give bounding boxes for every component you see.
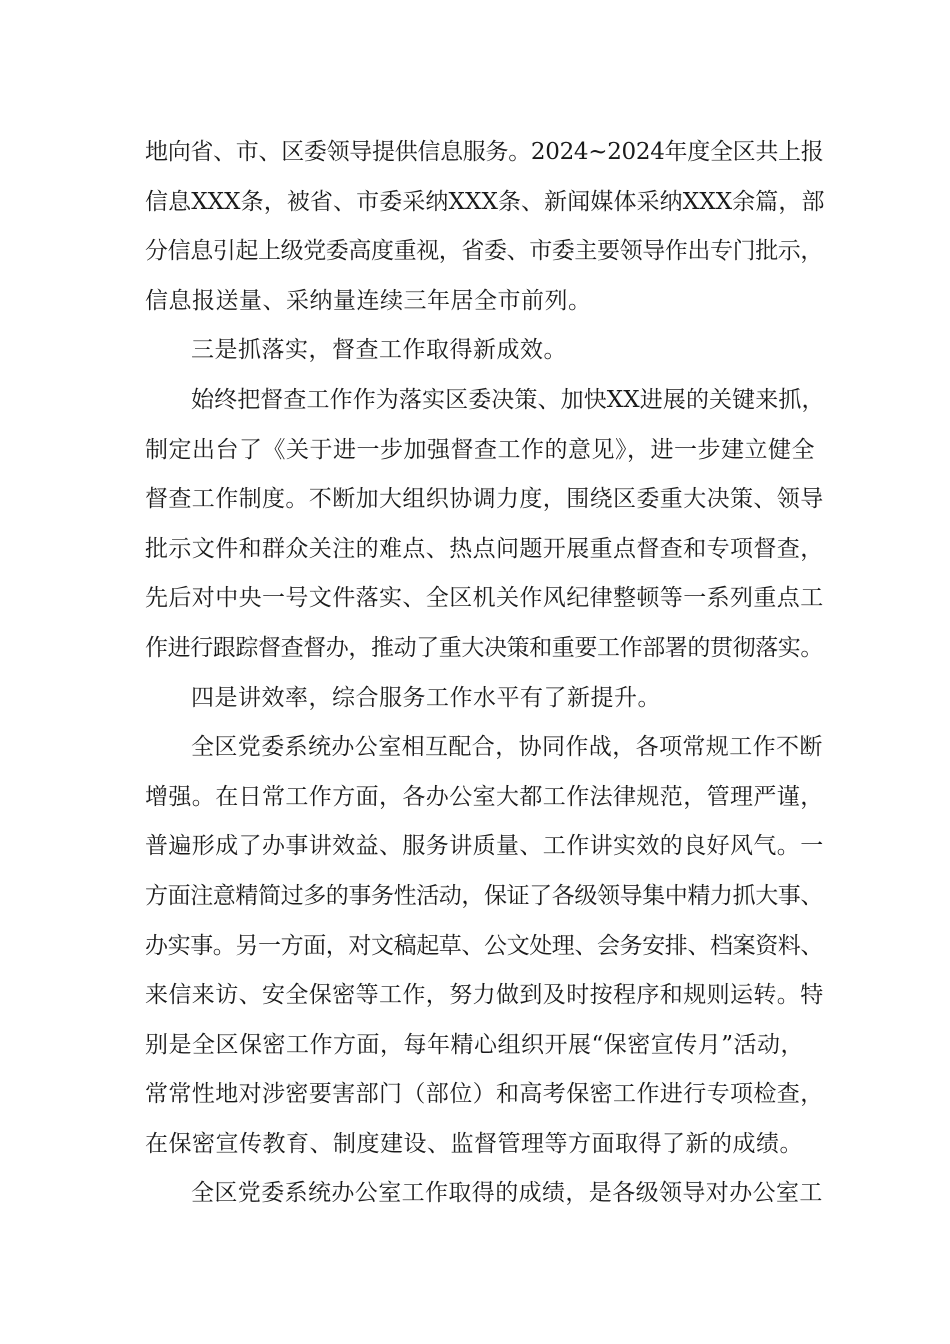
text-line: 来信来访、安全保密等工作，努力做到及时按程序和规则运转。特 <box>145 982 824 1009</box>
text-line: 常常性地对涉密要害部门（部位）和高考保密工作进行专项检查， <box>145 1081 824 1108</box>
text-line: 先后对中央一号文件落实、全区机关作风纪律整顿等一系列重点工 <box>145 585 824 612</box>
paragraph-first-line: 全区党委系统办公室相互配合，协同作战，各项常规工作不断 <box>191 734 823 761</box>
text-line: 增强。在日常工作方面，各办公室大都工作法律规范，管理严谨， <box>145 783 824 810</box>
document-body <box>145 128 825 1219</box>
text-line: 办实事。另一方面，对文稿起草、公文处理、会务安排、档案资料、 <box>145 932 824 959</box>
text-line: 制定出台了《关于进一步加强督查工作的意见》，进一步建立健全 <box>145 436 815 463</box>
text-line: 别是全区保密工作方面，每年精心组织开展“保密宣传月”活动， <box>145 1031 805 1058</box>
text-line: 作进行跟踪督查督办，推动了重大决策和重要工作部署的贯彻落实。 <box>145 634 824 661</box>
text-line: 信息XXX条，被省、市委采纳XXX条、新闻媒体采纳XXX余篇，部 <box>145 188 825 215</box>
text-line: 批示文件和群众关注的难点、热点问题开展重点督查和专项督查， <box>145 535 824 562</box>
paragraph-first-line: 全区党委系统办公室工作取得的成绩，是各级领导对办公室工 <box>191 1180 823 1207</box>
text-line: 方面注意精简过多的事务性活动，保证了各级领导集中精力抓大事、 <box>145 882 824 909</box>
text-line: 信息报送量、采纳量连续三年居全市前列。 <box>145 287 592 314</box>
paragraph-first-line: 四是讲效率，综合服务工作水平有了新提升。 <box>191 684 661 711</box>
text-line: 普遍形成了办事讲效益、服务讲质量、工作讲实效的良好风气。一 <box>145 833 824 860</box>
text-line: 分信息引起上级党委高度重视，省委、市委主要领导作出专门批示， <box>145 238 824 265</box>
text-line: 在保密宣传教育、制度建设、监督管理等方面取得了新的成绩。 <box>145 1130 803 1157</box>
paragraph-first-line: 始终把督查工作作为落实区委决策、加快XX进展的关键来抓， <box>191 386 825 413</box>
text-line: 地向省、市、区委领导提供信息服务。2024~2024年度全区共上报 <box>145 139 824 165</box>
paragraph-first-line: 三是抓落实，督查工作取得新成效。 <box>191 337 567 364</box>
text-line: 督查工作制度。不断加大组织协调力度，围绕区委重大决策、领导 <box>145 486 824 513</box>
